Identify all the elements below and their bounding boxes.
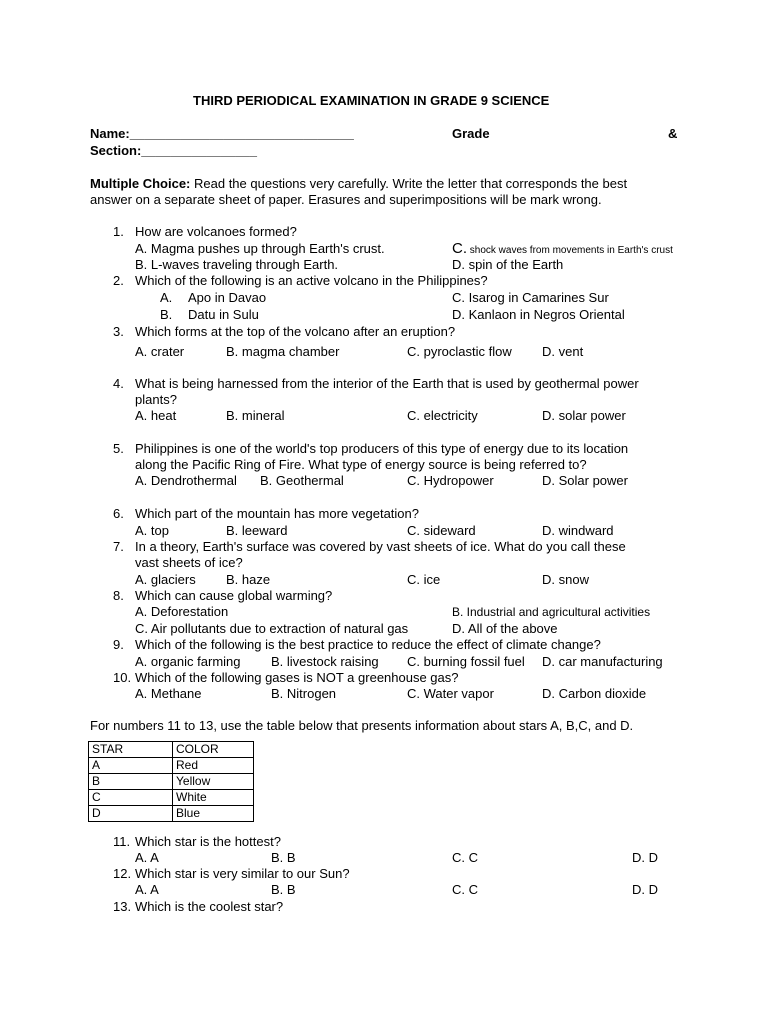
- question-text-line-2: plants?: [135, 392, 177, 407]
- choice-a: A. Dendrothermal: [135, 473, 237, 488]
- instructions-line-1: [90, 176, 627, 192]
- question-number: 1.: [113, 224, 124, 239]
- choice-d: D. Kanlaon in Negros Oriental: [452, 307, 625, 322]
- question-text: Which of the following is the best practice to reduce the effect of climate change?: [135, 637, 601, 652]
- choice-c-letter: C.: [452, 240, 467, 257]
- question-text: Which part of the mountain has more vegetation?: [135, 506, 419, 521]
- choice-d: D. Carbon dioxide: [542, 686, 647, 701]
- choice-b: B. Industrial and agricultural activities: [452, 605, 651, 619]
- choice-c: C. Isarog in Camarines Sur: [452, 290, 609, 305]
- instructions-label: Multiple Choice:: [90, 176, 191, 191]
- choice-b: B. Nitrogen: [271, 686, 337, 701]
- question-number: 9.: [113, 637, 124, 652]
- question-number: 6.: [113, 506, 124, 521]
- table-cell-star: B: [89, 774, 173, 790]
- instructions-text-1: Read the questions very carefully. Write the letter that corresponds the best: [190, 176, 628, 191]
- choice-b: B. magma chamber: [226, 344, 340, 359]
- table-header-row: [89, 742, 254, 758]
- question-text-line-1: What is being harnessed from the interior of the Earth that is used by geothermal power: [135, 376, 639, 391]
- choice-d: D. car manufacturing: [542, 654, 663, 669]
- choice-c: C. Air pollutants due to extraction of natural gas: [135, 621, 409, 636]
- choice-c: C. ice: [407, 572, 441, 587]
- question-text-line-2: vast sheets of ice?: [135, 555, 243, 570]
- choice-b: B. B: [271, 882, 296, 897]
- table-row: [89, 790, 254, 806]
- table-cell-color: White: [173, 790, 254, 806]
- choice-d: D. windward: [542, 523, 614, 538]
- table-header-star: STAR: [89, 742, 173, 758]
- choice-c: C. burning fossil fuel: [407, 654, 525, 669]
- choice-b-letter: B.: [160, 307, 173, 322]
- choice-d: D. spin of the Earth: [452, 257, 564, 272]
- choice-d: D. D: [632, 882, 658, 897]
- question-text-line-1: In a theory, Earth's surface was covered by vast sheets of ice. What do you call these: [135, 539, 626, 554]
- section-field-label: Section:________________: [90, 143, 257, 158]
- choice-c: C. Hydropower: [407, 473, 494, 488]
- star-color-table: [88, 741, 254, 822]
- question-number: 2.: [113, 273, 124, 288]
- question-number: 11.: [113, 834, 131, 849]
- question-text: Which can cause global warming?: [135, 588, 333, 603]
- question-number: 12.: [113, 866, 132, 881]
- choice-b: B. B: [271, 850, 296, 865]
- grade-label: Grade: [452, 126, 490, 141]
- choice-a-text: Apo in Davao: [188, 290, 267, 305]
- choice-c: C. C: [452, 882, 478, 897]
- question-text: Which of the following is an active volcano in the Philippines?: [135, 273, 488, 288]
- name-field-label: Name:_______________________________: [90, 126, 354, 141]
- table-cell-color: Red: [173, 758, 254, 774]
- choice-d: D. snow: [542, 572, 589, 587]
- choice-c: C. Water vapor: [407, 686, 494, 701]
- choice-b: B. L-waves traveling through Earth.: [135, 257, 339, 272]
- choice-d: D. vent: [542, 344, 584, 359]
- table-cell-star: A: [89, 758, 173, 774]
- table-row: [89, 758, 254, 774]
- choice-b: B. mineral: [226, 408, 285, 423]
- instructions-line-2: answer on a separate sheet of paper. Erasures and superimpositions will be mark wrong.: [90, 192, 602, 207]
- question-number: 7.: [113, 539, 124, 554]
- question-number: 8.: [113, 588, 124, 603]
- choice-c-text: shock waves from movements in Earth's crust: [467, 245, 673, 256]
- question-text: Which star is the hottest?: [135, 834, 281, 849]
- choice-b: B. haze: [226, 572, 271, 587]
- choice-c: C. electricity: [407, 408, 478, 423]
- choice-b: B. livestock raising: [271, 654, 379, 669]
- choice-a: A. crater: [135, 344, 185, 359]
- choice-a: A. glaciers: [135, 572, 196, 587]
- table-cell-star: C: [89, 790, 173, 806]
- choice-a: A. A: [135, 882, 159, 897]
- question-text: Which is the coolest star?: [135, 899, 284, 914]
- choice-a: A. heat: [135, 408, 177, 423]
- question-text: Which forms at the top of the volcano after an eruption?: [135, 324, 456, 339]
- choice-a: A. Magma pushes up through Earth's crust.: [135, 241, 385, 256]
- question-number: 13.: [113, 899, 132, 914]
- choice-a-letter: A.: [160, 290, 173, 305]
- table-cell-color: Blue: [173, 806, 254, 822]
- choice-d: D. Solar power: [542, 473, 628, 488]
- exam-title: THIRD PERIODICAL EXAMINATION IN GRADE 9 SCIENCE: [193, 93, 550, 108]
- choice-d: D. D: [632, 850, 658, 865]
- table-cell-star: D: [89, 806, 173, 822]
- choice-a: A. Deforestation: [135, 604, 229, 619]
- choice-c: C. sideward: [407, 523, 476, 538]
- choice-c: C. pyroclastic flow: [407, 344, 512, 359]
- choice-b-text: Datu in Sulu: [188, 307, 259, 322]
- choice-a: A. A: [135, 850, 159, 865]
- table-header-color: COLOR: [173, 742, 254, 758]
- question-number: 4.: [113, 376, 124, 391]
- question-number: 10.: [113, 670, 132, 685]
- question-text: Which star is very similar to our Sun?: [135, 866, 350, 881]
- table-intro: For numbers 11 to 13, use the table below that presents information about stars A, B,C, and D.: [90, 718, 634, 733]
- question-text-line-1: Philippines is one of the world's top producers of this type of energy due to its location: [135, 441, 629, 456]
- ampersand: &: [668, 126, 678, 141]
- question-text: How are volcanoes formed?: [135, 224, 297, 239]
- choice-a: A. top: [135, 523, 169, 538]
- choice-d: D. All of the above: [452, 621, 558, 636]
- choice-c: C. C: [452, 850, 478, 865]
- table-row: [89, 806, 254, 822]
- table-cell-color: Yellow: [173, 774, 254, 790]
- question-number: 5.: [113, 441, 124, 456]
- choice-d: D. solar power: [542, 408, 626, 423]
- choice-a: A. organic farming: [135, 654, 241, 669]
- choice-b: B. Geothermal: [260, 473, 344, 488]
- choice-a: A. Methane: [135, 686, 202, 701]
- question-text: Which of the following gases is NOT a greenhouse gas?: [135, 670, 459, 685]
- table-row: [89, 774, 254, 790]
- question-text-line-2: along the Pacific Ring of Fire. What type of energy source is being referred to?: [135, 457, 587, 472]
- question-number: 3.: [113, 324, 124, 339]
- choice-b: B. leeward: [226, 523, 288, 538]
